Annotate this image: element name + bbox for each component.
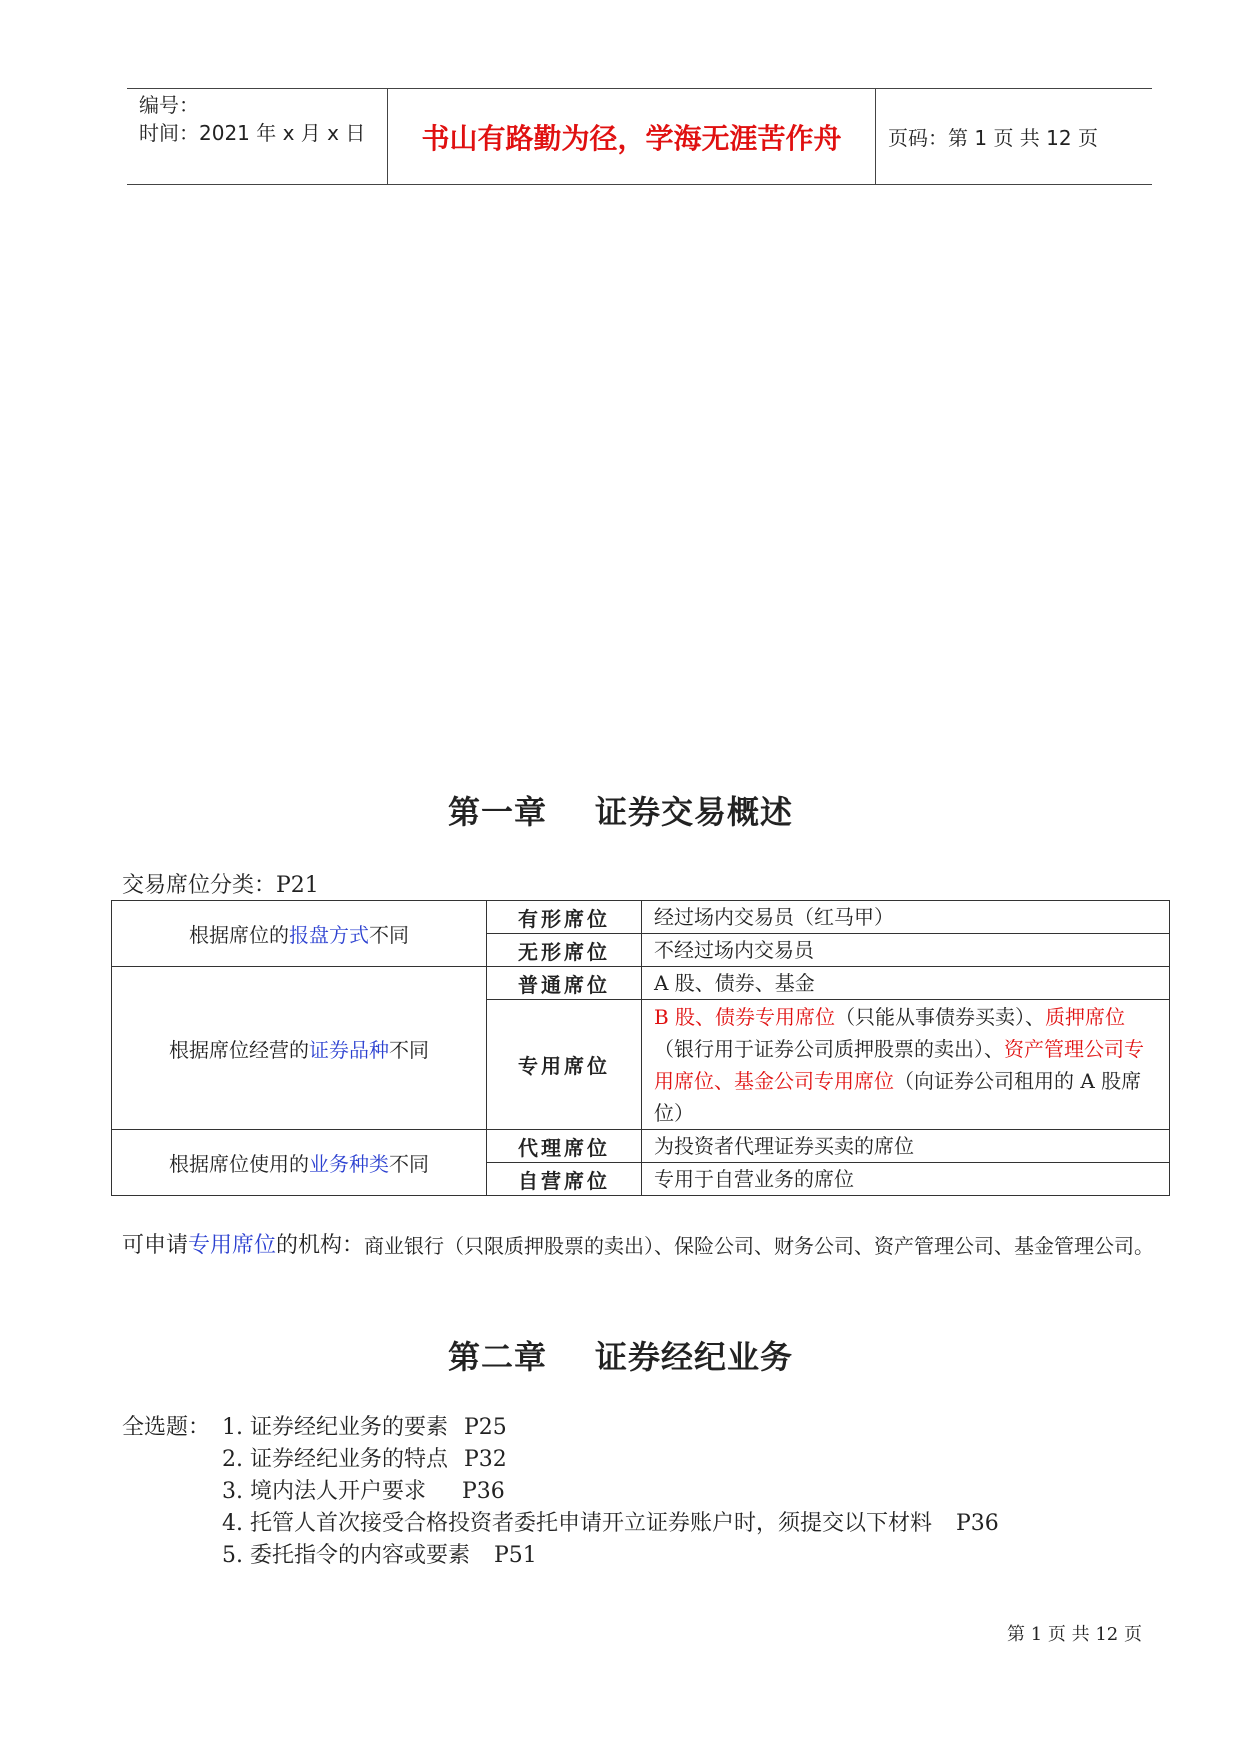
institutions-body: 商业银行（只限质押股票的卖出）、保险公司、财务公司、资产管理公司、基金管理公司。 [364,1234,1155,1258]
lead-text: 的机构： [276,1233,365,1258]
seat-desc: 专用于自营业务的席位 [642,1163,1170,1196]
category-text: 不同 [389,1152,429,1176]
lead-highlight: 专用席位 [188,1233,277,1258]
chapter-2-title: 证券经纪业务 [595,1338,794,1376]
quiz-item-text: 1. 证券经纪业务的要素 [222,1415,448,1440]
list-item [122,1508,999,1540]
seat-desc: 不经过场内交易员 [642,934,1170,967]
category-highlight: 证券品种 [309,1037,389,1062]
quiz-lead: 全选题： [122,1415,211,1440]
chapter-1-heading [0,787,1241,833]
quiz-item-text: 4. 托管人首次接受合格投资者委托申请开立证券账户时，须提交以下材料 [222,1511,932,1536]
quiz-item-text: 2. 证券经纪业务的特点 [222,1447,448,1472]
list-item [122,1444,999,1476]
category-text: 根据席位使用的 [169,1152,309,1176]
seat-section-label: 交易席位分类：P21 [122,873,319,898]
quiz-item-text: 5. 委托指令的内容或要素 [222,1543,470,1568]
category-highlight: 报盘方式 [289,923,369,947]
desc-highlight: B 股、债券专用席位 [654,1004,836,1029]
header-motto: 书山有路勤为径，学海无涯苦作舟 [387,89,876,184]
table-row [112,901,1170,934]
seat-type: 普通席位 [487,967,642,1000]
chapter-2-heading [0,1332,1241,1378]
seat-type: 无形席位 [487,934,642,967]
category-text: 根据席位经营的 [169,1037,309,1062]
seat-type: 自营席位 [487,1163,642,1196]
header-box [127,88,1152,185]
table-row [112,1130,1170,1163]
quiz-list [122,1412,999,1572]
lead-text: 可申请 [122,1233,189,1258]
quiz-item-ref: P36 [956,1511,999,1536]
seat-desc [642,1000,1170,1130]
category-text: 根据席位的 [189,923,289,947]
date-label: 时间：2021 年 x 月 x 日 [139,121,366,145]
desc-highlight: 资产管理公司专用席位、基金公司专用席位 [654,1036,1144,1093]
seat-desc: 经过场内交易员（红马甲） [642,901,1170,934]
quiz-item-ref: P51 [493,1543,537,1568]
list-item [122,1540,999,1572]
footer-page-number: 第 1 页 共 12 页 [1007,1624,1142,1645]
seat-desc: 为投资者代理证券买卖的席位 [642,1130,1170,1163]
desc-highlight: 质押席位 [1045,1004,1126,1029]
list-item [122,1412,999,1444]
header-page-number: 页码：第 1 页 共 12 页 [888,126,1098,150]
category-text: 不同 [369,923,409,947]
category-cell [112,1130,487,1196]
desc-text: （银行用于证券公司质押股票的卖出）、 [654,1036,1004,1061]
category-cell [112,967,487,1130]
quiz-item-ref: P36 [461,1479,505,1504]
quiz-item-ref: P32 [463,1447,507,1472]
header-left [127,89,387,184]
desc-text: （只能从事债券买卖）、 [835,1004,1046,1029]
seat-type: 专用席位 [487,1000,642,1130]
institutions-paragraph [122,1228,1162,1262]
seat-classification-table [111,900,1170,1196]
category-highlight: 业务种类 [309,1152,389,1176]
number-label: 编号： [139,93,199,117]
category-cell [112,901,487,967]
category-text: 不同 [389,1037,429,1062]
desc-text: （向证券公司租用的 A 股席位） [654,1068,1142,1125]
seat-desc: A 股、债券、基金 [642,967,1170,1000]
chapter-1-title: 证券交易概述 [595,793,794,831]
seat-type: 有形席位 [487,901,642,934]
quiz-item-text: 3. 境内法人开户要求 [222,1479,426,1504]
chapter-1-number: 第一章 [447,793,547,831]
institutions-lead [122,1228,364,1262]
list-item [122,1476,999,1508]
table-row [112,967,1170,1000]
seat-type: 代理席位 [487,1130,642,1163]
quiz-item-ref: P25 [463,1415,507,1440]
chapter-2-number: 第二章 [447,1338,547,1376]
